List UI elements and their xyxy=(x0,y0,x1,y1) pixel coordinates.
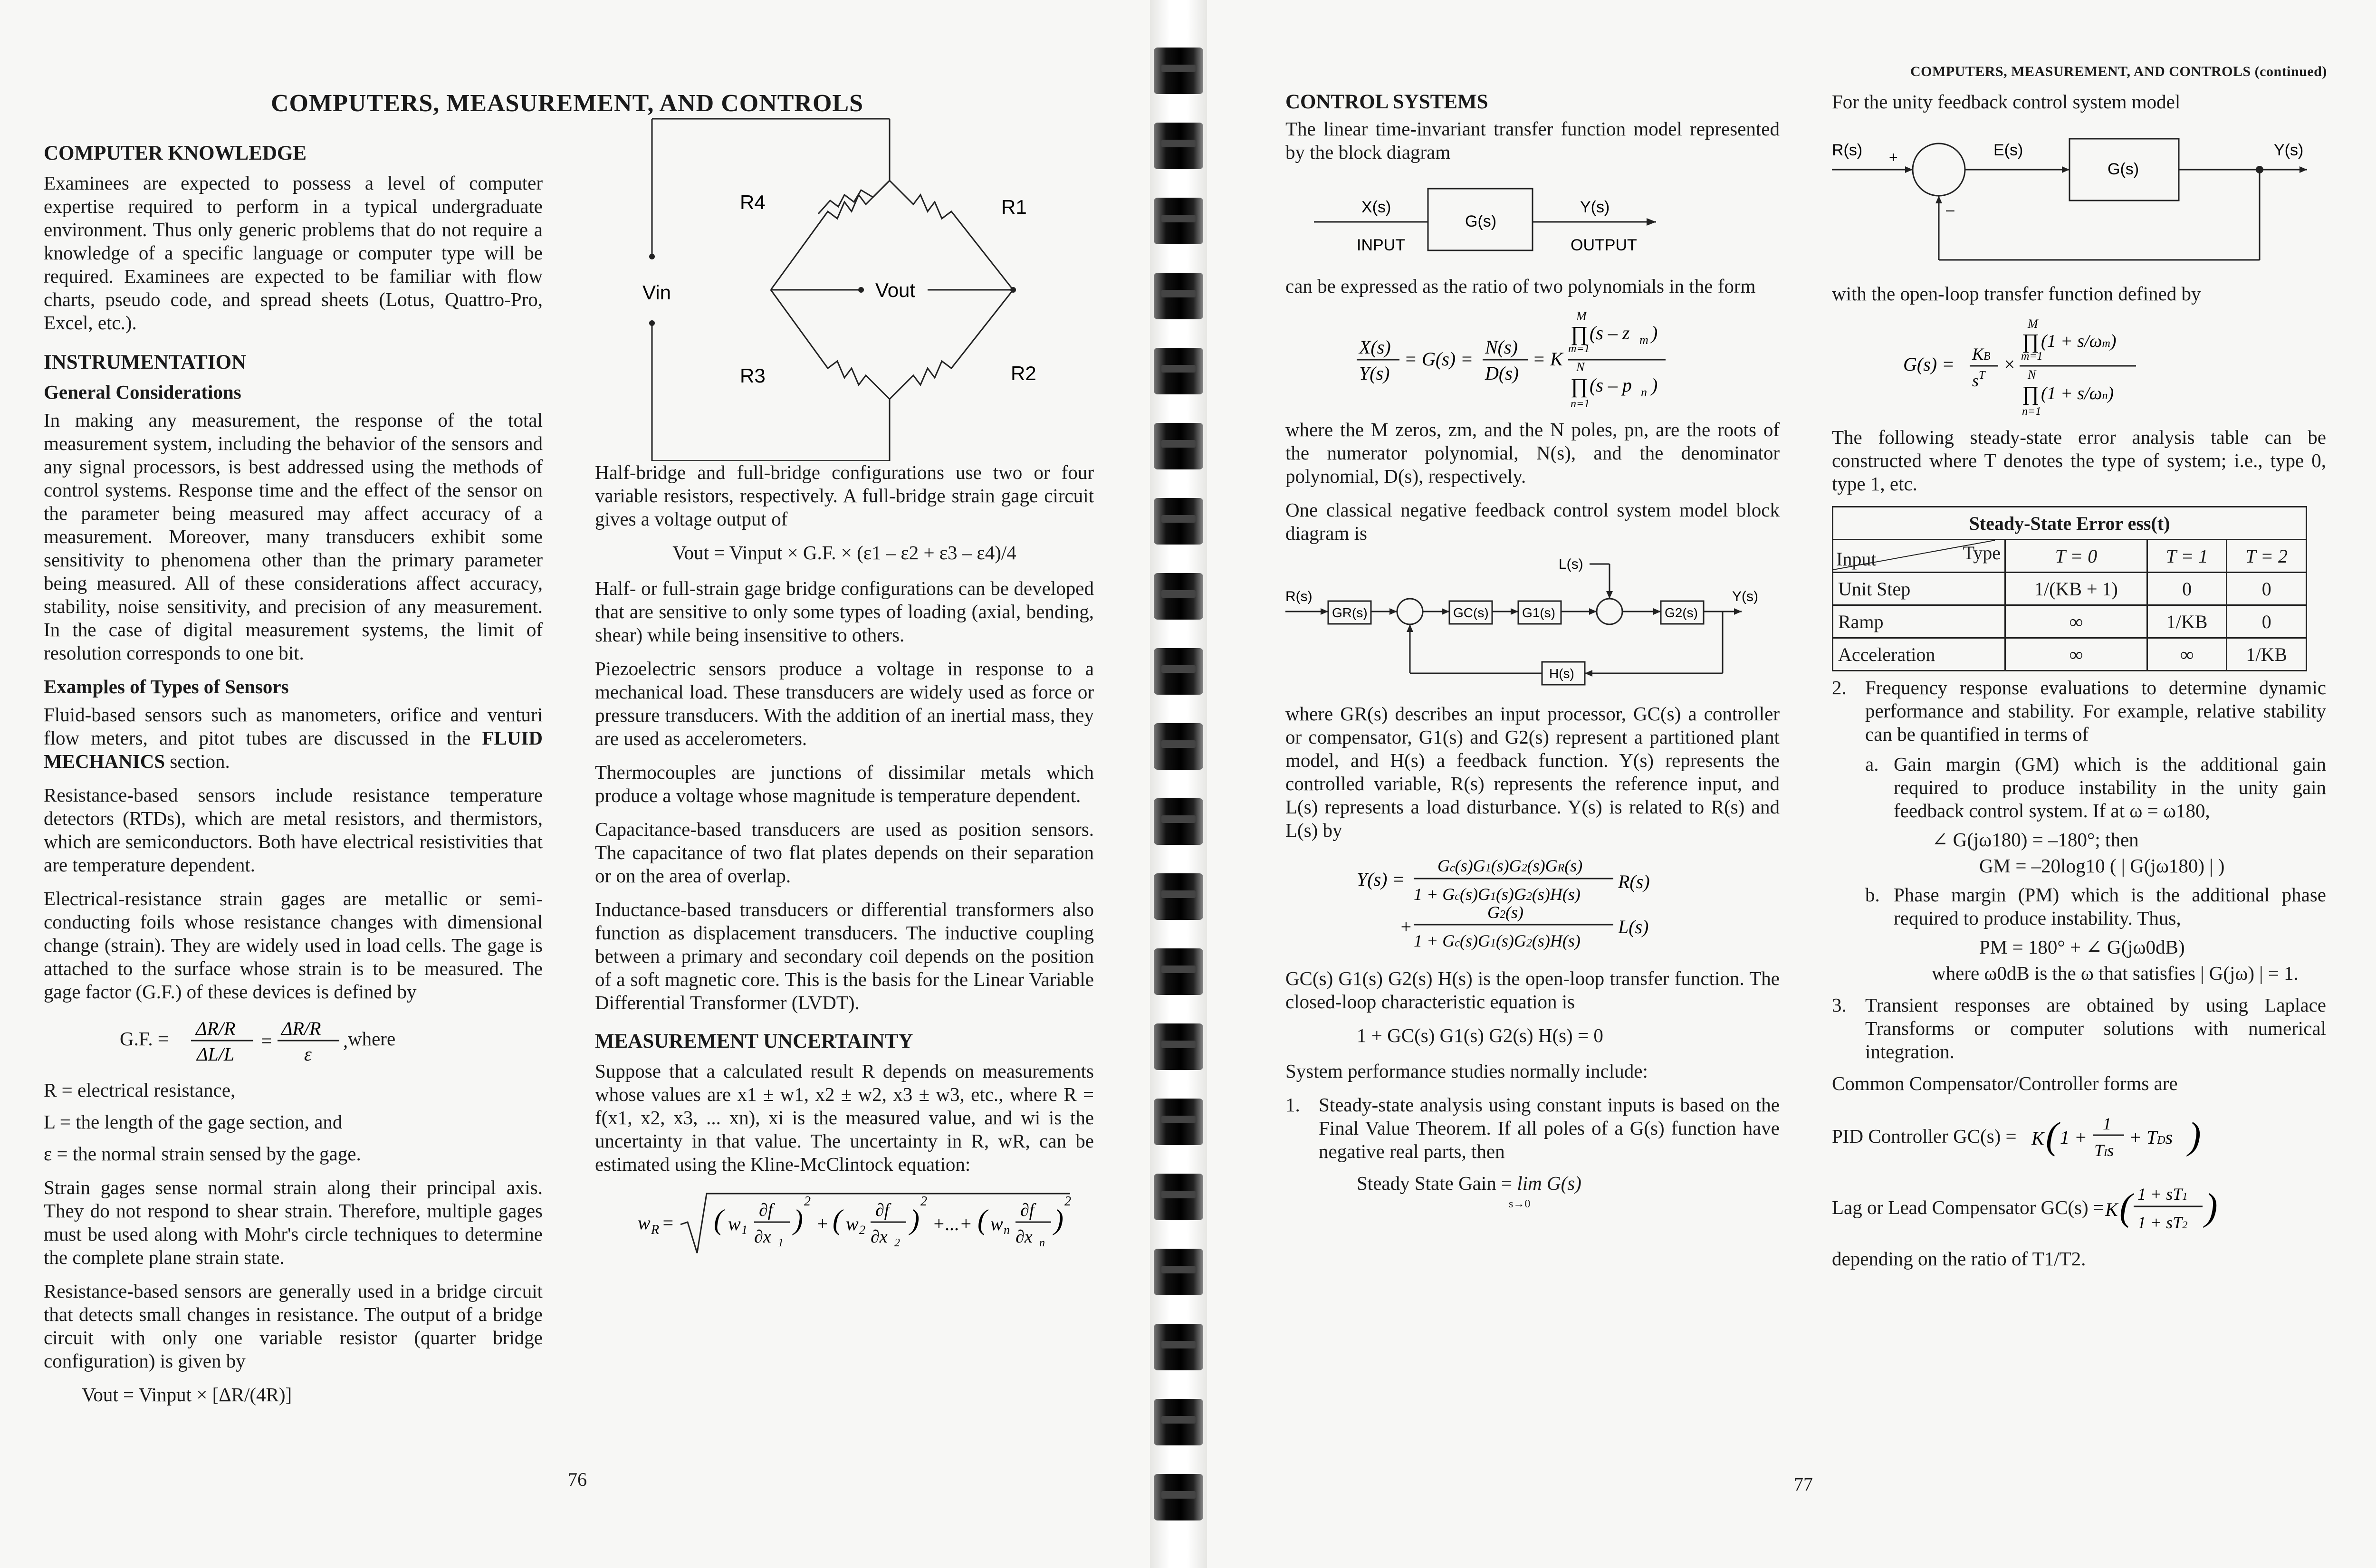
svg-text:1 +: 1 + xyxy=(2060,1127,2087,1148)
svg-text:1 + sT2: 1 + sT2 xyxy=(2137,1213,2188,1232)
continued-title: COMPUTERS, MEASUREMENT, AND CONTROLS (continued) xyxy=(1910,64,2327,79)
svg-text:2: 2 xyxy=(859,1223,865,1237)
svg-text:w: w xyxy=(638,1212,651,1233)
svg-text:sT: $s^T$ xyxy=(1972,369,1985,390)
svg-text:K: K xyxy=(2105,1199,2118,1220)
performance-list-part-2 xyxy=(1832,676,2326,1063)
svg-text:n=1: n=1 xyxy=(2022,405,2041,418)
svg-text:n: n xyxy=(1641,385,1647,399)
gain-margin-equation: GM = –20log10 ( | G(jω180) | ) xyxy=(1979,855,2225,877)
inductance-paragraph: Inductance-based transducers or differential transformers also function as displacement transducers. The inductive coupling between a primary and secondary coil depends on the position of a soft magnetic core. This is the basis for the Linear Variable Differential Transformer (LVDT). xyxy=(595,899,1094,1013)
binding-coil xyxy=(1154,1174,1203,1220)
svg-text:1 + Gc(s)G1(s)G2(s)H(s): 1 + Gc(s)G1(s)G2(s)H(s) xyxy=(1414,885,1581,904)
input-type-cell: Input Type xyxy=(1833,540,2005,573)
svg-text:): ) xyxy=(1651,374,1658,396)
svg-text:(1 + s/ωn): (1 + s/ωn) xyxy=(2041,383,2114,403)
svg-text:): ) xyxy=(1054,1204,1063,1235)
row-label: Unit Step xyxy=(1833,573,2005,605)
table-cell: 0 xyxy=(2147,573,2227,605)
binding-coil xyxy=(1154,1324,1203,1370)
input-label: INPUT xyxy=(1357,236,1405,254)
svg-text:m=1: m=1 xyxy=(2021,350,2043,363)
svg-text:=: = xyxy=(260,1030,273,1052)
wheatstone-bridge-diagram xyxy=(595,109,1094,461)
svg-text:∂x: ∂x xyxy=(1016,1227,1033,1247)
binding-coil xyxy=(1154,1399,1203,1445)
sub-item-gain-margin: a. Gain margin (GM) which is the additional gain required to produce instability in the unity gain feedback control system. If at ω = ω180, xyxy=(1865,753,2326,822)
table-row xyxy=(1833,573,2307,605)
table-cell: 1/(KB + 1) xyxy=(2005,573,2147,605)
row-label: Acceleration xyxy=(1833,638,2005,671)
strain-gage-paragraph: Electrical-resistance strain gages are metallic or semi-conducting foils whose resistance changes with dimensional change (strain). They are widely used in load cells. The gage is attached to the surface whose strain is to be measured. The gage factor (G.F.) of these devices is defined by xyxy=(44,888,543,1003)
r-label: R(s) xyxy=(1285,589,1313,604)
binding-coil xyxy=(1154,273,1203,319)
svg-text:1 + Gc(s)G1(s)G2(s)H(s): 1 + Gc(s)G1(s)G2(s)H(s) xyxy=(1414,931,1581,950)
svg-text:∂f: ∂f xyxy=(759,1200,773,1220)
table-cell: ∞ xyxy=(2147,638,2227,671)
half-full-bridge-paragraph: Half-bridge and full-bridge configurations use two or four variable resistors, respectively. A full-bridge strain gage circuit gives a voltage output of xyxy=(595,461,1094,530)
general-considerations-body: In making any measurement, the response of the total measurement system, including the behavior of the sensors and any signal processors, is best addressed using the methods of control systems. Response time and the effect of the sensor on the parameter being measured may affect accuracy of a measurement. Moreover, many transducers exhibit some sensitivity to phenomena other than the primary parameter being measured. All of these considerations affect accuracy, stability, noise sensitivity, and precision of any measurement. In the case of digital measurement systems, the limit of resolution corresponds to one bit. xyxy=(44,409,543,664)
svg-text:+ TDs: + TDs xyxy=(2129,1127,2173,1148)
fluid-sensors-paragraph: Fluid-based sensors such as manometers, orifice and venturi flow meters, and pitot tubes are discussed in the FLUID MECHANICS section. xyxy=(44,704,543,772)
table-title-row xyxy=(1833,507,2307,540)
minus-sign: – xyxy=(1946,201,1954,218)
error-label: E(s) xyxy=(1993,141,2023,159)
svg-text:∏: ∏ xyxy=(2022,382,2040,405)
svg-text:∂f: ∂f xyxy=(875,1200,890,1220)
svg-text:= G(s) =: = G(s) = xyxy=(1404,348,1474,370)
svg-text:M: M xyxy=(1576,309,1587,323)
svg-text:X(s): X(s) xyxy=(1359,336,1391,358)
list-item: 2. Frequency response evaluations to determine dynamic performance and stability. For example, relative stability can be quantified in terms of a. Gain margin (GM) which is the additional gain required to produce instability in the unity gain feedback control system. If at ω = ω180, ∠ G(jω180) = –180°; then GM = –20log10 ( | G(jω180) | ) b. Phase margin (PM) which is the additional phase required to produce instability. Thus, PM = 180° + ∠ G(jω0dB) where ω0dB is the ω that satisfies | G(jω) | = 1. xyxy=(1832,677,2326,984)
svg-text:(s – p: (s – p xyxy=(1590,374,1632,396)
compensator-ratio-note: depending on the ratio of T1/T2. xyxy=(1832,1248,2086,1270)
table-title: Steady-State Error ess(t) xyxy=(1833,507,2307,540)
svg-text:2: 2 xyxy=(1064,1194,1071,1209)
open-loop-definition-intro: with the open-loop transfer function defined by xyxy=(1832,283,2201,305)
table-row xyxy=(1833,638,2307,671)
svg-text:,: , xyxy=(343,1030,348,1052)
svg-text:K: K xyxy=(2031,1128,2044,1149)
table-cell: ∞ xyxy=(2005,605,2147,638)
svg-text:1: 1 xyxy=(2103,1114,2111,1133)
gain-crossover-condition: ∠ G(jω180) = –180°; then xyxy=(1932,829,2139,851)
svg-text:∏: ∏ xyxy=(1571,322,1588,345)
binding-coil xyxy=(1154,48,1203,94)
gr-block-label: GR(s) xyxy=(1332,605,1368,620)
gc-block-label: GC(s) xyxy=(1453,605,1489,620)
unity-feedback-block-diagram xyxy=(1832,117,2326,269)
svg-text:1: 1 xyxy=(741,1223,747,1237)
full-bridge-equation: Vout = Vinput × G.F. × (ε1 – ε2 + ε3 – ε4)/4 xyxy=(672,542,1016,564)
characteristic-equation: 1 + GC(s) G1(s) G2(s) H(s) = 0 xyxy=(1357,1024,1603,1046)
transfer-function-intro: The linear time-invariant transfer function model represented by the block diagram xyxy=(1285,118,1780,163)
table-row xyxy=(1833,605,2307,638)
binding-coil xyxy=(1154,1023,1203,1070)
svg-text:2: 2 xyxy=(920,1194,927,1209)
open-loop-tf-equation xyxy=(1832,316,2326,421)
r4-label: R4 xyxy=(740,191,766,213)
page-number-76: 76 xyxy=(568,1469,587,1490)
binding-coil xyxy=(1154,723,1203,770)
binding-coil xyxy=(1154,948,1203,995)
svg-text:(: ( xyxy=(2119,1186,2132,1228)
svg-text:R(s): R(s) xyxy=(1618,871,1650,892)
svg-text:∂x: ∂x xyxy=(871,1227,888,1247)
svg-text:ε: ε xyxy=(304,1043,312,1065)
definition-r: R = electrical resistance, xyxy=(44,1079,236,1101)
svg-text:G2(s): G2(s) xyxy=(1487,903,1523,922)
page-number-77: 77 xyxy=(1794,1473,1813,1495)
svg-text:∂x: ∂x xyxy=(754,1227,771,1247)
zeros-poles-paragraph: where the M zeros, zm, and the N poles, pn, are the roots of the numerator polynomial, N(s), and the denominator polynomial, D(s), respectively. xyxy=(1285,419,1780,487)
phase-margin-equation: PM = 180° + ∠ G(jω0dB) xyxy=(1979,936,2185,958)
g-block-label: G(s) xyxy=(2108,160,2139,178)
unity-feedback-intro: For the unity feedback control system model xyxy=(1832,91,2181,113)
binding-coil xyxy=(1154,798,1203,845)
svg-text:): ) xyxy=(794,1204,803,1235)
performance-studies-paragraph: System performance studies normally include: xyxy=(1285,1060,1648,1082)
instrumentation-heading: INSTRUMENTATION xyxy=(44,351,247,373)
left-column-1 xyxy=(44,142,543,1406)
svg-text:= K: = K xyxy=(1533,348,1563,370)
left-column-2 xyxy=(595,109,1094,1263)
g-label: G(s) xyxy=(1465,212,1497,230)
svg-text:Y(s): Y(s) xyxy=(1359,363,1390,384)
col-header: T = 2 xyxy=(2227,540,2307,573)
col-header: T = 1 xyxy=(2147,540,2227,573)
kline-mcclintock-equation xyxy=(595,1186,1094,1258)
compensator-forms-intro: Common Compensator/Controller forms are xyxy=(1832,1072,2178,1094)
svg-text:+: + xyxy=(816,1213,829,1234)
y-output-label: Y(s) xyxy=(2274,141,2304,159)
measurement-uncertainty-heading: MEASUREMENT UNCERTAINTY xyxy=(595,1030,913,1052)
gage-factor-equation: G.F. = ΔR/R ΔL/L = ΔR/R ε , where xyxy=(44,1014,543,1066)
svg-text:N: N xyxy=(2028,368,2036,382)
steady-state-error-table xyxy=(1832,506,2307,671)
svg-text:R: R xyxy=(651,1223,660,1237)
table-cell: ∞ xyxy=(2005,638,2147,671)
svg-text:∂f: ∂f xyxy=(1020,1200,1035,1220)
computer-knowledge-heading: COMPUTER KNOWLEDGE xyxy=(44,142,307,164)
binding-coil xyxy=(1154,648,1203,695)
svg-text:(: ( xyxy=(2046,1115,2059,1157)
svg-text:Gc(s)G1(s)G2(s)GR(s): Gc(s)G1(s)G2(s)GR(s) xyxy=(1437,856,1583,875)
page-title: COMPUTERS, MEASUREMENT, AND CONTROLS xyxy=(271,90,864,117)
polynomial-ratio-intro: can be expressed as the ratio of two polynomials in the form xyxy=(1285,275,1756,297)
binding-coil xyxy=(1154,1474,1203,1520)
table-cell: 0 xyxy=(2227,573,2307,605)
bridge-circuit-paragraph: Resistance-based sensors are generally used in a bridge circuit that detects small changes in resistance. The output of a bridge circuit with only one variable resistor (quarter bridge configuration) is given by xyxy=(44,1280,543,1372)
right-column-1 xyxy=(1285,90,1780,1210)
svg-text:(s – z: (s – z xyxy=(1590,322,1630,344)
thermocouple-paragraph: Thermocouples are junctions of dissimilar metals which produce a voltage whose magnitude is temperature dependent. xyxy=(595,761,1094,806)
binding-coil xyxy=(1154,423,1203,469)
svg-text:∏: ∏ xyxy=(1571,374,1588,398)
binding-coil xyxy=(1154,123,1203,169)
r3-label: R3 xyxy=(740,364,766,387)
svg-text:n=1: n=1 xyxy=(1571,398,1590,410)
list-item: 3. Transient responses are obtained by using Laplace Transforms or computer solutions with numerical integration. xyxy=(1832,994,2326,1062)
vin-label: Vin xyxy=(642,281,671,304)
g1-block-label: G1(s) xyxy=(1522,605,1555,620)
pid-controller-equation: PID Controller GC(s) = K ( 1 + 1 TIs + TDs ) xyxy=(1832,1114,2201,1160)
control-systems-heading: CONTROL SYSTEMS xyxy=(1285,91,1488,113)
svg-text:ΔR/R: ΔR/R xyxy=(281,1018,321,1039)
binding-coil xyxy=(1154,873,1203,920)
svg-text:N(s): N(s) xyxy=(1485,336,1518,358)
classical-feedback-block-diagram xyxy=(1285,545,1780,697)
computer-knowledge-body: Examinees are expected to possess a level of computer expertise required to perform in a typical undergraduate environment. Thus only generic problems that do not require a knowledge of a specific language or computer type will be required. Examinees are expected to be familiar with flow charts, pseudo code, and spread sheets (Lotus, Quattro-Pro, Excel, etc.). xyxy=(44,172,543,334)
svg-text:): ) xyxy=(910,1204,920,1235)
svg-text:): ) xyxy=(1651,322,1658,344)
quarter-bridge-equation: Vout = Vinput × [ΔR/(4R)] xyxy=(82,1384,292,1405)
svg-text:N: N xyxy=(1576,360,1585,374)
binding-coil xyxy=(1154,1249,1203,1295)
svg-text:×: × xyxy=(2003,354,2016,375)
closed-loop-response-equation xyxy=(1285,852,1780,962)
binding-coil xyxy=(1154,198,1203,244)
transfer-function-equation xyxy=(1285,308,1780,413)
svg-text:G(s) =: G(s) = xyxy=(1903,354,1955,375)
output-label: OUTPUT xyxy=(1571,236,1637,254)
svg-text:+: + xyxy=(1399,916,1412,937)
svg-text:L(s): L(s) xyxy=(1618,916,1649,937)
table-cell: 1/KB xyxy=(2147,605,2227,638)
row-label: Ramp xyxy=(1833,605,2005,638)
piezoelectric-paragraph: Piezoelectric sensors produce a voltage in response to a mechanical load. These transducers are widely used as force or pressure transducers. With the addition of an inertial mass, they are used as accelerometers. xyxy=(595,658,1094,749)
svg-text:Y(s) =: Y(s) = xyxy=(1357,869,1405,890)
binding-coil xyxy=(1154,1099,1203,1145)
y-label: Y(s) xyxy=(1580,198,1610,216)
phase-crossover-condition: where ω0dB is the ω that satisfies | G(jω) | = 1. xyxy=(1932,962,2299,984)
left-page xyxy=(0,0,1150,1568)
l-label: L(s) xyxy=(1559,556,1583,572)
performance-list-part-1 xyxy=(1285,1093,1780,1163)
list-item: 1. Steady-state analysis using constant inputs is based on the Final Value Theorem. If all poles of a G(s) function have negative real parts, then xyxy=(1285,1094,1780,1162)
open-loop-tf-paragraph: GC(s) G1(s) G2(s) H(s) is the open-loop transfer function. The closed-loop characteristic equation is xyxy=(1285,967,1780,1013)
general-considerations-heading: General Considerations xyxy=(44,381,241,403)
svg-text:1: 1 xyxy=(778,1237,784,1249)
r-input-label: R(s) xyxy=(1832,141,1863,159)
svg-text:(: ( xyxy=(833,1204,842,1235)
shear-strain-paragraph: Strain gages sense normal strain along their principal axis. They do not respond to shear strain. Therefore, multiple gages must be used along with Mohr's circle techniques to determine the complete plane strain state. xyxy=(44,1176,543,1268)
svg-text:2: 2 xyxy=(894,1237,900,1249)
svg-text:n: n xyxy=(1004,1223,1010,1237)
open-loop-block-diagram xyxy=(1285,174,1780,269)
block-definitions-paragraph: where GR(s) describes an input processor, GC(s) a controller or compensator, G1(s) and G2(s) represent a partitioned plant model, and H(s) a feedback function. Y(s) represents the controlled variable, R(s) represents the reference input, and L(s) represents a load disturbance. Y(s) is related to R(s) and L(s) by xyxy=(1285,703,1780,841)
svg-text:M: M xyxy=(2028,317,2038,331)
h-block-label: H(s) xyxy=(1549,666,1574,681)
svg-text:ΔL/L: ΔL/L xyxy=(197,1043,235,1065)
svg-text:w: w xyxy=(846,1213,859,1234)
svg-text:(: ( xyxy=(977,1204,987,1235)
svg-text:2: 2 xyxy=(804,1194,811,1209)
x-label: X(s) xyxy=(1361,198,1391,216)
svg-text:n: n xyxy=(1039,1237,1045,1249)
svg-text:): ) xyxy=(2205,1186,2218,1228)
svg-text:m: m xyxy=(1639,333,1648,347)
r1-label: R1 xyxy=(1001,196,1027,218)
r2-label: R2 xyxy=(1011,362,1036,384)
binding-coil xyxy=(1154,348,1203,394)
svg-text:): ) xyxy=(2188,1115,2201,1157)
binding-coil xyxy=(1154,498,1203,545)
steady-state-gain-equation: Steady State Gain = lim G(s) s→0 xyxy=(1357,1172,1581,1210)
svg-text:w: w xyxy=(728,1213,741,1234)
svg-text:m=1: m=1 xyxy=(1568,343,1590,355)
sse-table-intro: The following steady-state error analysis table can be constructed where T denotes the type of system; i.e., type 0, type 1, etc. xyxy=(1832,426,2326,495)
table-cell: 0 xyxy=(2227,605,2307,638)
capacitance-paragraph: Capacitance-based transducers are used as position sensors. The capacitance of two flat plates depends on their separation or on the area of overlap. xyxy=(595,818,1094,887)
svg-text:(1 + s/ωm): (1 + s/ωm) xyxy=(2041,331,2117,351)
svg-text:ΔR/R: ΔR/R xyxy=(196,1018,236,1039)
measurement-uncertainty-paragraph: Suppose that a calculated result R depends on measurements whose values are x1 ± w1, x2 ± w2, x3 ± w3, etc., where R = f(x1, x2, x3, ... xn), xi is the measured value, and wi is the uncertainty in that value. The uncertainty in R, wR, can be estimated using the Kline-McClintock equation: xyxy=(595,1060,1094,1175)
g2-block-label: G2(s) xyxy=(1665,605,1698,620)
col-header: T = 0 xyxy=(2005,540,2147,573)
definition-epsilon: ε = the normal strain sensed by the gage. xyxy=(44,1143,361,1165)
sensor-types-heading: Examples of Types of Sensors xyxy=(44,676,289,698)
svg-text:+...+: +...+ xyxy=(932,1213,972,1234)
sub-item-phase-margin: b. Phase margin (PM) which is the additional phase required to produce instability. Thus, xyxy=(1865,884,2326,929)
svg-text:KB: KB xyxy=(1972,344,1991,363)
definition-l: L = the length of the gage section, and xyxy=(44,1111,343,1133)
svg-text:1 + sT1: 1 + sT1 xyxy=(2137,1185,2188,1204)
right-page xyxy=(1207,0,2376,1568)
table-header-row xyxy=(1833,540,2307,573)
classical-feedback-intro: One classical negative feedback control system model block diagram is xyxy=(1285,499,1780,544)
resistance-sensors-paragraph: Resistance-based sensors include resistance temperature detectors (RTDs), which are metal resistors, and thermistors, which are semiconductors. Both have electrical resistivities that are temperature dependent. xyxy=(44,784,543,876)
svg-text:(: ( xyxy=(714,1204,723,1235)
y-output-label: Y(s) xyxy=(1732,589,1758,604)
binding-coil xyxy=(1154,573,1203,620)
svg-text:∏: ∏ xyxy=(2022,330,2040,353)
plus-sign: + xyxy=(1889,149,1898,166)
table-cell: 1/KB xyxy=(2227,638,2307,671)
svg-text:TIs: TIs xyxy=(2094,1141,2114,1160)
right-column-2 xyxy=(1832,90,2326,1281)
svg-text:w: w xyxy=(990,1213,1003,1234)
lag-lead-compensator-equation: Lag or Lead Compensator GC(s) = K ( 1 + sT1 1 + sT2 ) xyxy=(1832,1185,2218,1232)
svg-text:=: = xyxy=(661,1212,674,1233)
half-full-strain-paragraph: Half- or full-strain gage bridge configurations can be developed that are sensitive to only some types of loading (axial, bending, shear) while being insensitive to others. xyxy=(595,577,1094,646)
vout-label: Vout xyxy=(875,279,916,301)
svg-text:D(s): D(s) xyxy=(1485,363,1519,384)
